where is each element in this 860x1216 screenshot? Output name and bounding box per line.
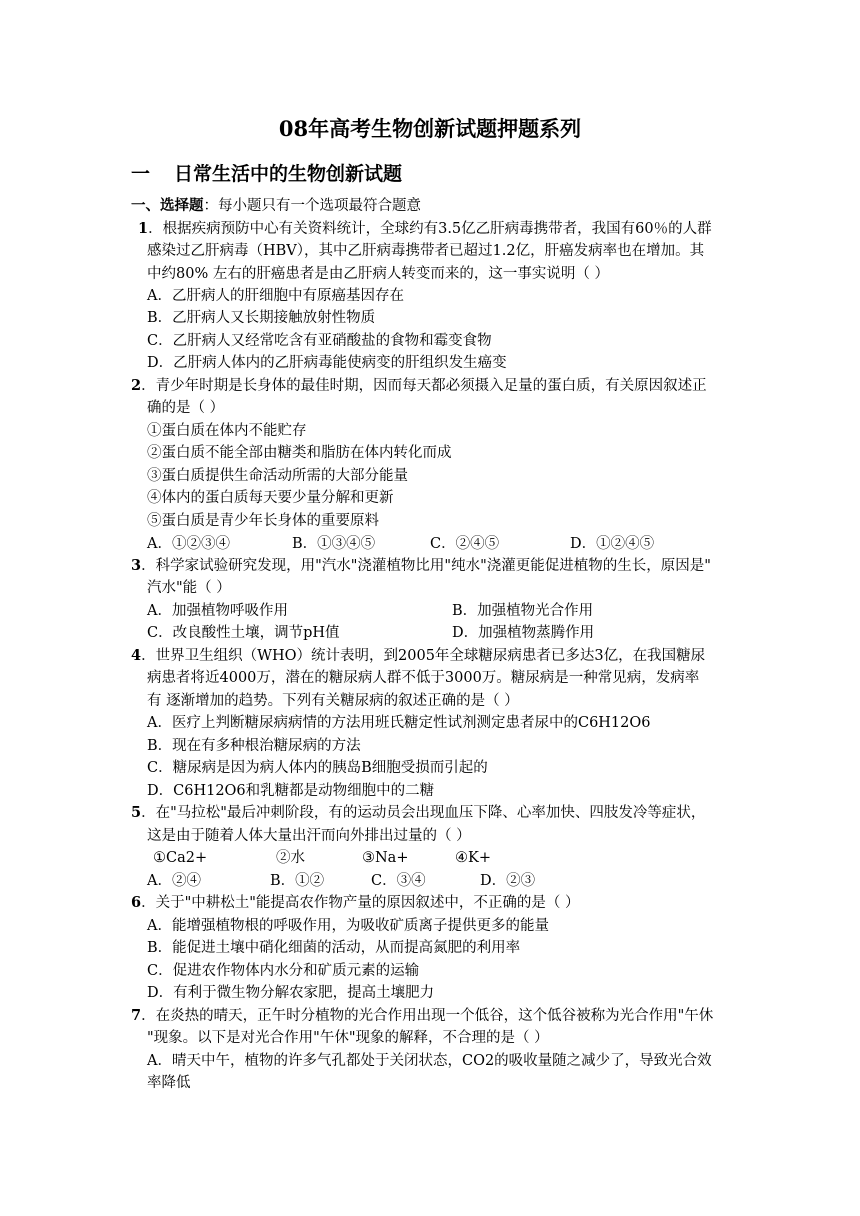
question-3-text: ．科学家试验研究发现，用"汽水"浇灌植物比用"纯水"浇灌更能促进植物的生长，原因是": [141, 558, 711, 574]
question-6-line: [131, 893, 580, 913]
question-4-option-d: D．C6H12O6和乳糖都是动物细胞中的二糖: [147, 783, 435, 799]
question-4-text-line-3: 有 逐渐增加的趋势。下列有关糖尿病的叙述正确的是（ ）: [147, 693, 519, 709]
question-2-statement-1: ①蛋白质在体内不能贮存: [147, 423, 307, 439]
question-3-option-d: D．加强植物蒸腾作用: [452, 625, 595, 641]
question-5-option-b: B．①②: [270, 873, 325, 889]
question-1-line: [138, 219, 712, 239]
part-label: 一、选择题: [131, 197, 204, 214]
question-1-option-a: A．乙肝病人的肝细胞中有原癌基因存在: [147, 288, 404, 304]
question-2-statement-5: ⑤蛋白质是青少年长身体的重要原料: [147, 513, 379, 529]
question-1-text-line-3: 中约80% 左右的肝癌患者是由乙肝病人转变而来的，这一事实说明（ ）: [147, 266, 609, 282]
question-3-option-b: B．加强植物光合作用: [452, 603, 594, 619]
question-2-statement-2: ②蛋白质不能全部由糖类和脂肪在体内转化而成: [147, 445, 452, 461]
question-3-option-a: A．加强植物呼吸作用: [147, 603, 288, 619]
question-6-text: ．关于"中耕松土"能提高农作物产量的原因叙述中，不正确的是（ ）: [141, 895, 580, 911]
question-1-option-c: C．乙肝病人又经常吃含有亚硝酸盐的食物和霉变食物: [147, 333, 492, 349]
question-1-text-line-2: 感染过乙肝病毒（HBV），其中乙肝病毒携带者已超过1.2亿，肝癌发病率也在增加。其: [147, 243, 705, 259]
question-2-number: 2: [131, 377, 142, 394]
question-2-text: ．青少年时期是长身体的最佳时期，因而每天都必须摄入足量的蛋白质，有关原因叙述正: [141, 378, 707, 394]
question-1-number: 1: [138, 220, 149, 237]
question-4-option-c: C．糖尿病是因为病人体内的胰岛B细胞受损而引起的: [147, 760, 488, 776]
question-5-option-d: D．②③: [480, 873, 536, 889]
question-6-option-c: C．促进农作物体内水分和矿质元素的运输: [147, 963, 420, 979]
question-2-option-b: B．①③④⑤: [292, 536, 376, 552]
question-2-statement-4: ④体内的蛋白质每天要少量分解和更新: [147, 490, 394, 506]
question-5-item-4: ④K+: [455, 850, 491, 866]
section-number: 一: [131, 163, 151, 185]
question-6-option-d: D．有利于微生物分解农家肥，提高土壤肥力: [147, 985, 435, 1001]
question-6-option-a: A．能增强植物根的呼吸作用，为吸收矿质离子提供更多的能量: [147, 918, 549, 934]
question-6-option-b: B．能促进土壤中硝化细菌的活动，从而提高氮肥的利用率: [147, 940, 521, 956]
question-5-option-c: C．③④: [371, 873, 426, 889]
question-4-number: 4: [131, 647, 142, 664]
question-7-number: 7: [131, 1007, 142, 1024]
section-heading: [131, 159, 402, 186]
question-4-option-a: A．医疗上判断糖尿病病情的方法用班氏糖定性试剂测定患者尿中的C6H12O6: [147, 715, 651, 731]
question-1-option-d: D．乙肝病人体内的乙肝病毒能使病变的肝组织发生癌变: [147, 355, 507, 371]
question-4-text: ．世界卫生组织（WHO）统计表明，到2005年全球糖尿病患者已多达3亿，在我国糖尿: [141, 648, 706, 664]
question-3-text-line-2: 汽水"能（ ）: [147, 580, 231, 596]
question-4-text-line-2: 病患者将近4000万，潜在的糖尿病人群不低于3000万。糖尿病是一种常见病，发病率: [147, 670, 700, 686]
section-title: 日常生活中的生物创新试题: [174, 163, 403, 185]
question-2-text-line-2: 确的是（ ）: [147, 400, 225, 416]
question-6-number: 6: [131, 894, 142, 911]
question-4-line: [131, 646, 705, 666]
question-2-option-a: A．①②③④: [147, 536, 230, 552]
question-5-text-line-2: 这是由于随着人体大量出汗而向外排出过量的（ ）: [147, 828, 471, 844]
question-7-line: [131, 1006, 713, 1026]
question-5-number: 5: [131, 804, 142, 821]
question-7-option-a: A．晴天中午，植物的许多气孔都处于关闭状态，CO2的吸收量随之减少了，导致光合效: [147, 1053, 712, 1069]
question-7-text-line-2: "现象。以下是对光合作用"午休"现象的解释，不合理的是（ ）: [147, 1030, 549, 1046]
question-1-text: ．根据疾病预防中心有关资料统计，全球约有3.5亿乙肝病毒携带者，我国有60％的人群: [148, 221, 712, 237]
question-7-text: ．在炎热的晴天，正午时分植物的光合作用出现一个低谷，这个低谷被称为光合作用"午休: [141, 1008, 714, 1024]
document-title: 08年高考生物创新试题押题系列: [278, 116, 582, 141]
question-3-number: 3: [131, 557, 142, 574]
question-2-line: [131, 376, 707, 396]
question-5-text: ．在"马拉松"最后冲刺阶段，有的运动员会出现血压下降、心率加快、四肢发冷等症状，: [141, 805, 706, 821]
question-1-option-b: B．乙肝病人又长期接触放射性物质: [147, 310, 376, 326]
question-2-option-c: C．②④⑤: [430, 536, 500, 552]
question-5-item-2: ②水: [276, 850, 305, 866]
question-4-option-b: B．现在有多种根治糖尿病的方法: [147, 738, 361, 754]
part-description: ：每小题只有一个选项最符合题意: [203, 198, 421, 214]
question-3-line: [131, 556, 711, 576]
question-3-option-c: C．改良酸性土壤，调节pH值: [147, 625, 340, 641]
question-5-item-1: ①Ca2+: [153, 850, 208, 866]
question-7-option-a-line-2: 率降低: [147, 1075, 191, 1091]
question-2-option-d: D．①②④⑤: [570, 536, 655, 552]
question-5-line: [131, 803, 705, 823]
question-2-statement-3: ③蛋白质提供生命活动所需的大部分能量: [147, 468, 408, 484]
part-heading: [131, 196, 421, 216]
question-5-item-3: ③Na+: [362, 850, 409, 866]
question-5-option-a: A．②④: [147, 873, 201, 889]
